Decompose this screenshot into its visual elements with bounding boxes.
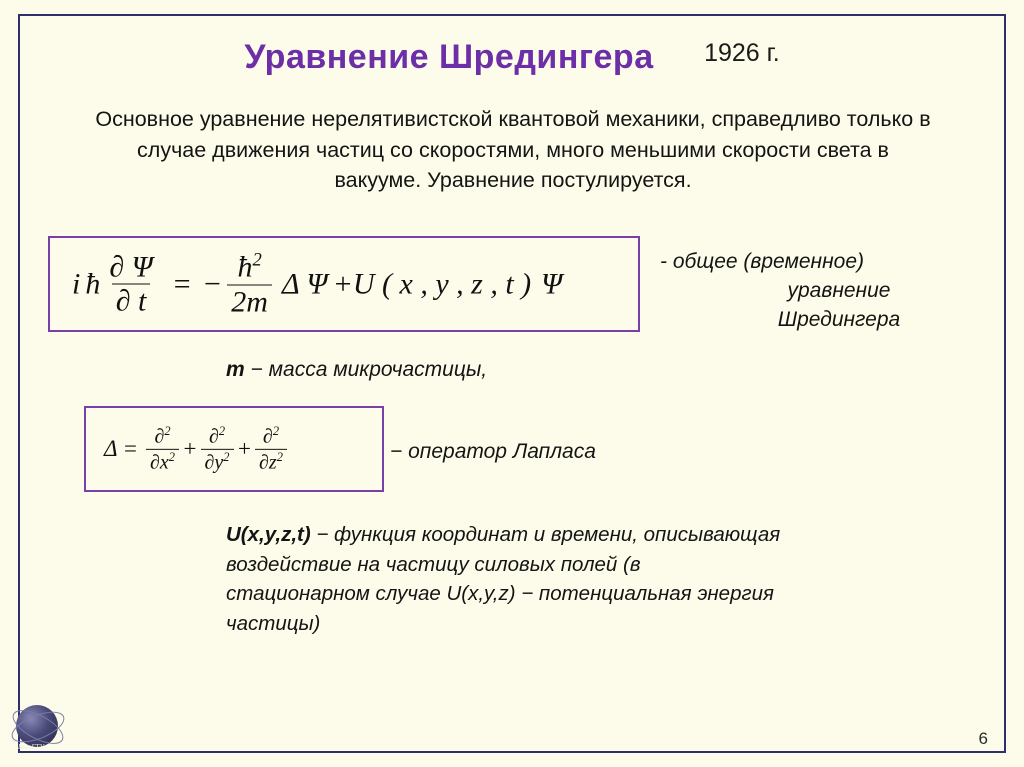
annotation-mass — [226, 358, 487, 382]
university-logo — [10, 699, 64, 753]
formula-box-laplace — [84, 406, 384, 492]
laplace-term-y-den: $\partial y^2$ — [201, 449, 234, 474]
title-row — [0, 38, 1024, 77]
formula-laplace-psi: Δ Ψ — [281, 267, 328, 300]
laplace-term-y-num: ∂$^2$ — [208, 423, 226, 448]
laplace-term-y — [201, 425, 234, 473]
formula-minus: − — [202, 267, 223, 300]
annotation-potential-function — [226, 520, 786, 639]
formula-equals: = — [171, 267, 193, 300]
annotation-line-3: Шредингера — [777, 307, 901, 331]
laplace-plus-1: + — [182, 436, 198, 461]
formula-plus: + — [332, 267, 353, 300]
laplace-term-x-den: $\partial x^2$ — [146, 449, 179, 474]
formula-hbar2-num: $ħ^2$ — [237, 249, 262, 284]
formula-psi: Ψ — [541, 267, 563, 300]
u-text: − функция координат и времени, описывающая воздействие на частицу силовых полей (в стационарном случае U(x,y,z) − потенциальная энергия частицы) — [226, 523, 781, 636]
formula-hbar: ħ — [85, 267, 101, 300]
annotation-laplace-operator: − оператор Лапласа — [390, 440, 596, 463]
laplace-delta: Δ — [104, 436, 118, 461]
formula-schrodinger — [72, 251, 562, 318]
laplace-plus-2: + — [236, 436, 253, 461]
laplace-term-z-num: ∂$^2$ — [262, 423, 280, 448]
logo-caption: ВолгГТУ — [18, 743, 44, 751]
formula-2m: 2m — [227, 284, 272, 318]
formula-dt: ∂ t — [112, 284, 151, 318]
mass-symbol: m — [226, 358, 245, 381]
intro-paragraph: Основное уравнение нерелятивистской квантовой механики, справедливо только в случае движения частиц со скоростями, много меньшими скорости света в вакууме. Уравнение постулируется. — [95, 107, 931, 193]
annotation-line-2: уравнение — [787, 278, 891, 302]
formula-dpsi: ∂ Ψ — [109, 250, 153, 283]
u-symbol: U(x,y,z,t) — [226, 523, 311, 546]
formula-hbar2-over-2m — [227, 251, 272, 318]
laplace-term-x-num: ∂$^2$ — [154, 423, 171, 448]
laplace-term-x — [146, 425, 179, 473]
annotation-general-equation — [660, 248, 1000, 335]
formula-potential: U ( x , y , z , t ) — [352, 267, 532, 300]
laplace-term-z — [255, 425, 287, 473]
laplace-term-z-den: $\partial z^2$ — [255, 449, 287, 474]
formula-laplace — [104, 425, 290, 473]
formula-i: i — [72, 267, 81, 300]
page-number: 6 — [978, 729, 988, 748]
annotation-line-1: - общее (временное) — [660, 250, 865, 273]
mass-text: − масса микрочастицы, — [244, 358, 488, 381]
year-label: 1926 г. — [704, 39, 780, 67]
formula-box-schrodinger — [48, 236, 640, 332]
page-title: Уравнение Шредингера — [244, 38, 654, 76]
formula-dpsi-dt — [105, 251, 156, 317]
laplace-equals: = — [122, 436, 139, 461]
